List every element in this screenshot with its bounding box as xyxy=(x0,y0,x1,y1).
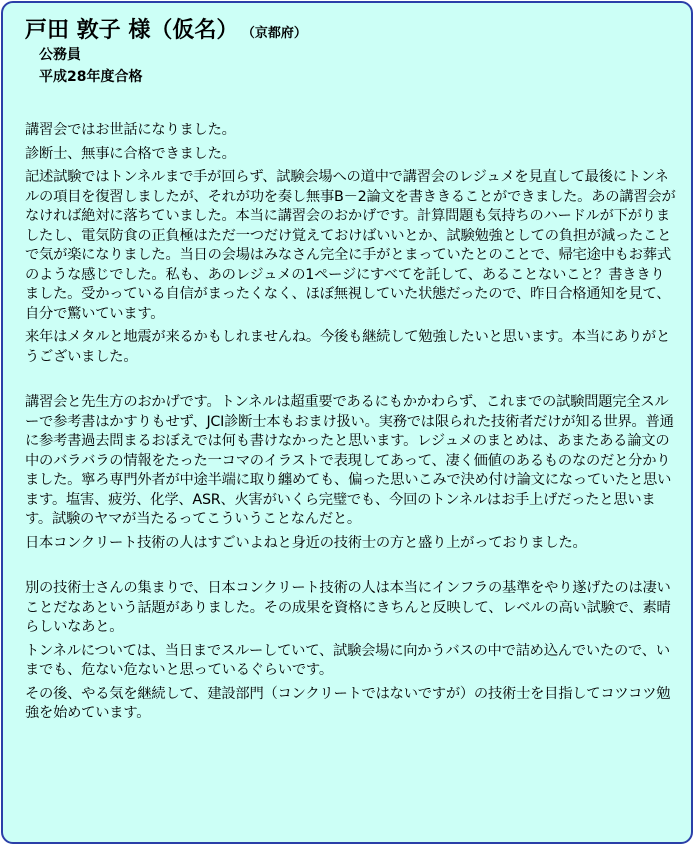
paragraph-tunnel: トンネルについては、当日までスルーしていて、試験会場に向かうバスの中で詰め込んでいたので、いまでも、危ない危ないと思っているぐらいです。 xyxy=(25,642,670,678)
customer-passed-year: 平成28年度合格 xyxy=(39,69,143,85)
paragraph-future: その後、やる気を継続して、建設部門（コンクリートではないですが）の技術士を目指してコツコツ勉強を始めています。 xyxy=(25,685,671,721)
paragraph-lecture: 講習会と先生方のおかげです。トンネルは超重要であるにもかかわらず、これまでの試験問題完全スルーで参考書はかすりもせず、JCI診断士本もおまけ扱い。実務では限られた技術者だけが知る世界。普通に参考書過去問まるおぼえでは何も書けなかったと思います。レジュメのまとめは、あまたある論文の中のバラバラの情報をたった一コマのイラストで表現してあって、凄く価値のあるものなのだと分かりました。寧ろ専門外者が中途半端に取り纏めても、偏った思いこみで決め付け論文になっていたと思います。塩害、疲労、化学、ASR、火害がいくら完璧でも、今回のトンネルはお手上げだったと思います。試験のヤマが当たるってこういうことなんだと。 xyxy=(25,394,674,527)
paragraph-colleagues: 日本コンクリート技術の人はすごいよねと身近の技術士の方と盛り上がっておりました。 xyxy=(25,534,587,551)
testimonial-body xyxy=(25,121,677,728)
name-line xyxy=(25,13,307,44)
testimonial-card xyxy=(1,1,693,844)
customer-name: 戸田 敦子 様（仮名） xyxy=(25,18,239,43)
spacer xyxy=(25,371,677,393)
paragraph-next-year: 来年はメタルと地震が来るかもしれませんね。今後も継続して勉強したいと思います。本当にありがとうございました。 xyxy=(25,329,671,365)
paragraph-passed: 診断士、無事に合格できました。 xyxy=(25,145,236,162)
paragraph-written-exam: 記述試験ではトンネルまで手が回らず、試験会場への道中で講習会のレジュメを見直して最後にトンネルの項目を復習しましたが、それが功を奏し無事B－2論文を書ききることができました。あの講習会がなければ絶対に落ちていました。本当に講習会のおかげです。計算問題も気持ちのハードルが下がりましたし、電気防食の正負極はただ一つだけ覚えておけばいいとか、試験勉強としての負担が減ったことで気が楽になりました。当日の会場はみなさん完全に手がとまっていたとのことで、帰宅途中もお葬式のような感じでした。私も、あのレジュメの1ページにすべてを託して、あることないこと？書ききりました。受かっている自信がまったくなく、ほぼ無視していた状態だったので、昨日合格通知を見て、自分で驚いています。 xyxy=(25,169,676,322)
paragraph-other-meeting: 別の技術士さんの集まりで、日本コンクリート技術の人は本当にインフラの基準をやり遂げたのは凄いことだなあという話題がありました。その成果を資格にきちんと反映して、レベルの高い試験で、素晴らしいなあと。 xyxy=(25,580,671,635)
customer-prefecture: （京都府） xyxy=(248,26,307,41)
spacer xyxy=(25,557,677,579)
paragraph-thanks: 講習会ではお世話になりました。 xyxy=(25,122,236,138)
customer-occupation: 公務員 xyxy=(39,47,81,63)
testimonial-header xyxy=(25,13,307,88)
